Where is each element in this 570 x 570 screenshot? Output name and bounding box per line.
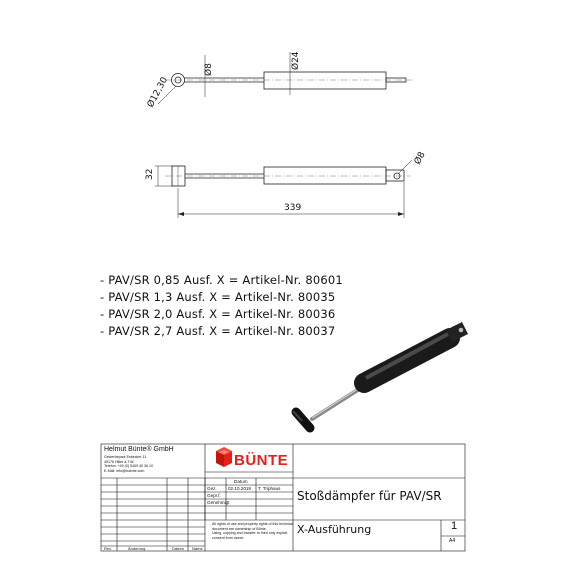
- genehmigt-label: Genehmigt: [207, 500, 230, 505]
- dim-eye-diameter: Ø12,30: [145, 75, 171, 110]
- variant-item: - PAV/SR 1,3 Ausf. X = Artikel-Nr. 80035: [100, 290, 336, 304]
- drawing-subtitle: X-Ausführung: [297, 523, 372, 536]
- variant-list: [100, 272, 343, 340]
- company-address: [104, 455, 153, 473]
- dim-height: 32: [145, 168, 155, 180]
- rights-line: All rights of use and property rights of this technical: [212, 522, 294, 526]
- address-line: E-Mail: info@buente.com: [104, 468, 145, 473]
- rev-header: Rev.: [104, 546, 112, 551]
- datum-label: Datum: [234, 479, 248, 484]
- dim-end-diameter: Ø8: [412, 150, 428, 167]
- address-line: Gewerbepark Esbecker 11: [104, 455, 147, 459]
- address-line: 49176 Hilter a.T.W.: [104, 459, 135, 464]
- variant-item: - PAV/SR 0,85 Ausf. X = Artikel-Nr. 80601: [100, 273, 343, 287]
- rights-notice: [212, 522, 293, 540]
- dim-body-diameter: Ø24: [291, 51, 301, 70]
- variant-item: - PAV/SR 2,7 Ausf. X = Artikel-Nr. 80037: [100, 324, 336, 338]
- rights-line: consent from owner.: [212, 535, 245, 540]
- gez-label: Gez.: [207, 486, 217, 491]
- rights-line: document are ownership of Bünte.: [212, 526, 267, 531]
- sheet-number: 1: [451, 520, 458, 532]
- name-header: Name: [192, 546, 203, 551]
- company-name: Helmut Bünte® GmbH: [104, 446, 174, 453]
- drawer-name: T. Triphaus: [258, 486, 281, 491]
- rights-line: Using, copying and transfer to third only explicit: [212, 531, 288, 536]
- change-header: Änderung: [128, 546, 146, 551]
- date-header: Datum: [172, 546, 184, 551]
- sheet-format: A4: [449, 538, 456, 544]
- logo-text: BÜNTE: [234, 452, 289, 469]
- dim-rod-diameter: Ø8: [204, 63, 214, 76]
- dim-length: 339: [284, 203, 302, 213]
- bunte-logo-icon: [216, 447, 232, 467]
- gepr-label: Gepr.f.: [207, 493, 221, 498]
- gez-date: 02.10.2019: [228, 486, 251, 491]
- drawing-title: Stoßdämpfer für PAV/SR: [297, 489, 442, 503]
- top-view: [158, 52, 412, 104]
- variant-item: - PAV/SR 2,0 Ausf. X = Artikel-Nr. 80036: [100, 307, 336, 321]
- address-line: Telefon: +49 (0) 5409 40 36 10: [104, 464, 154, 469]
